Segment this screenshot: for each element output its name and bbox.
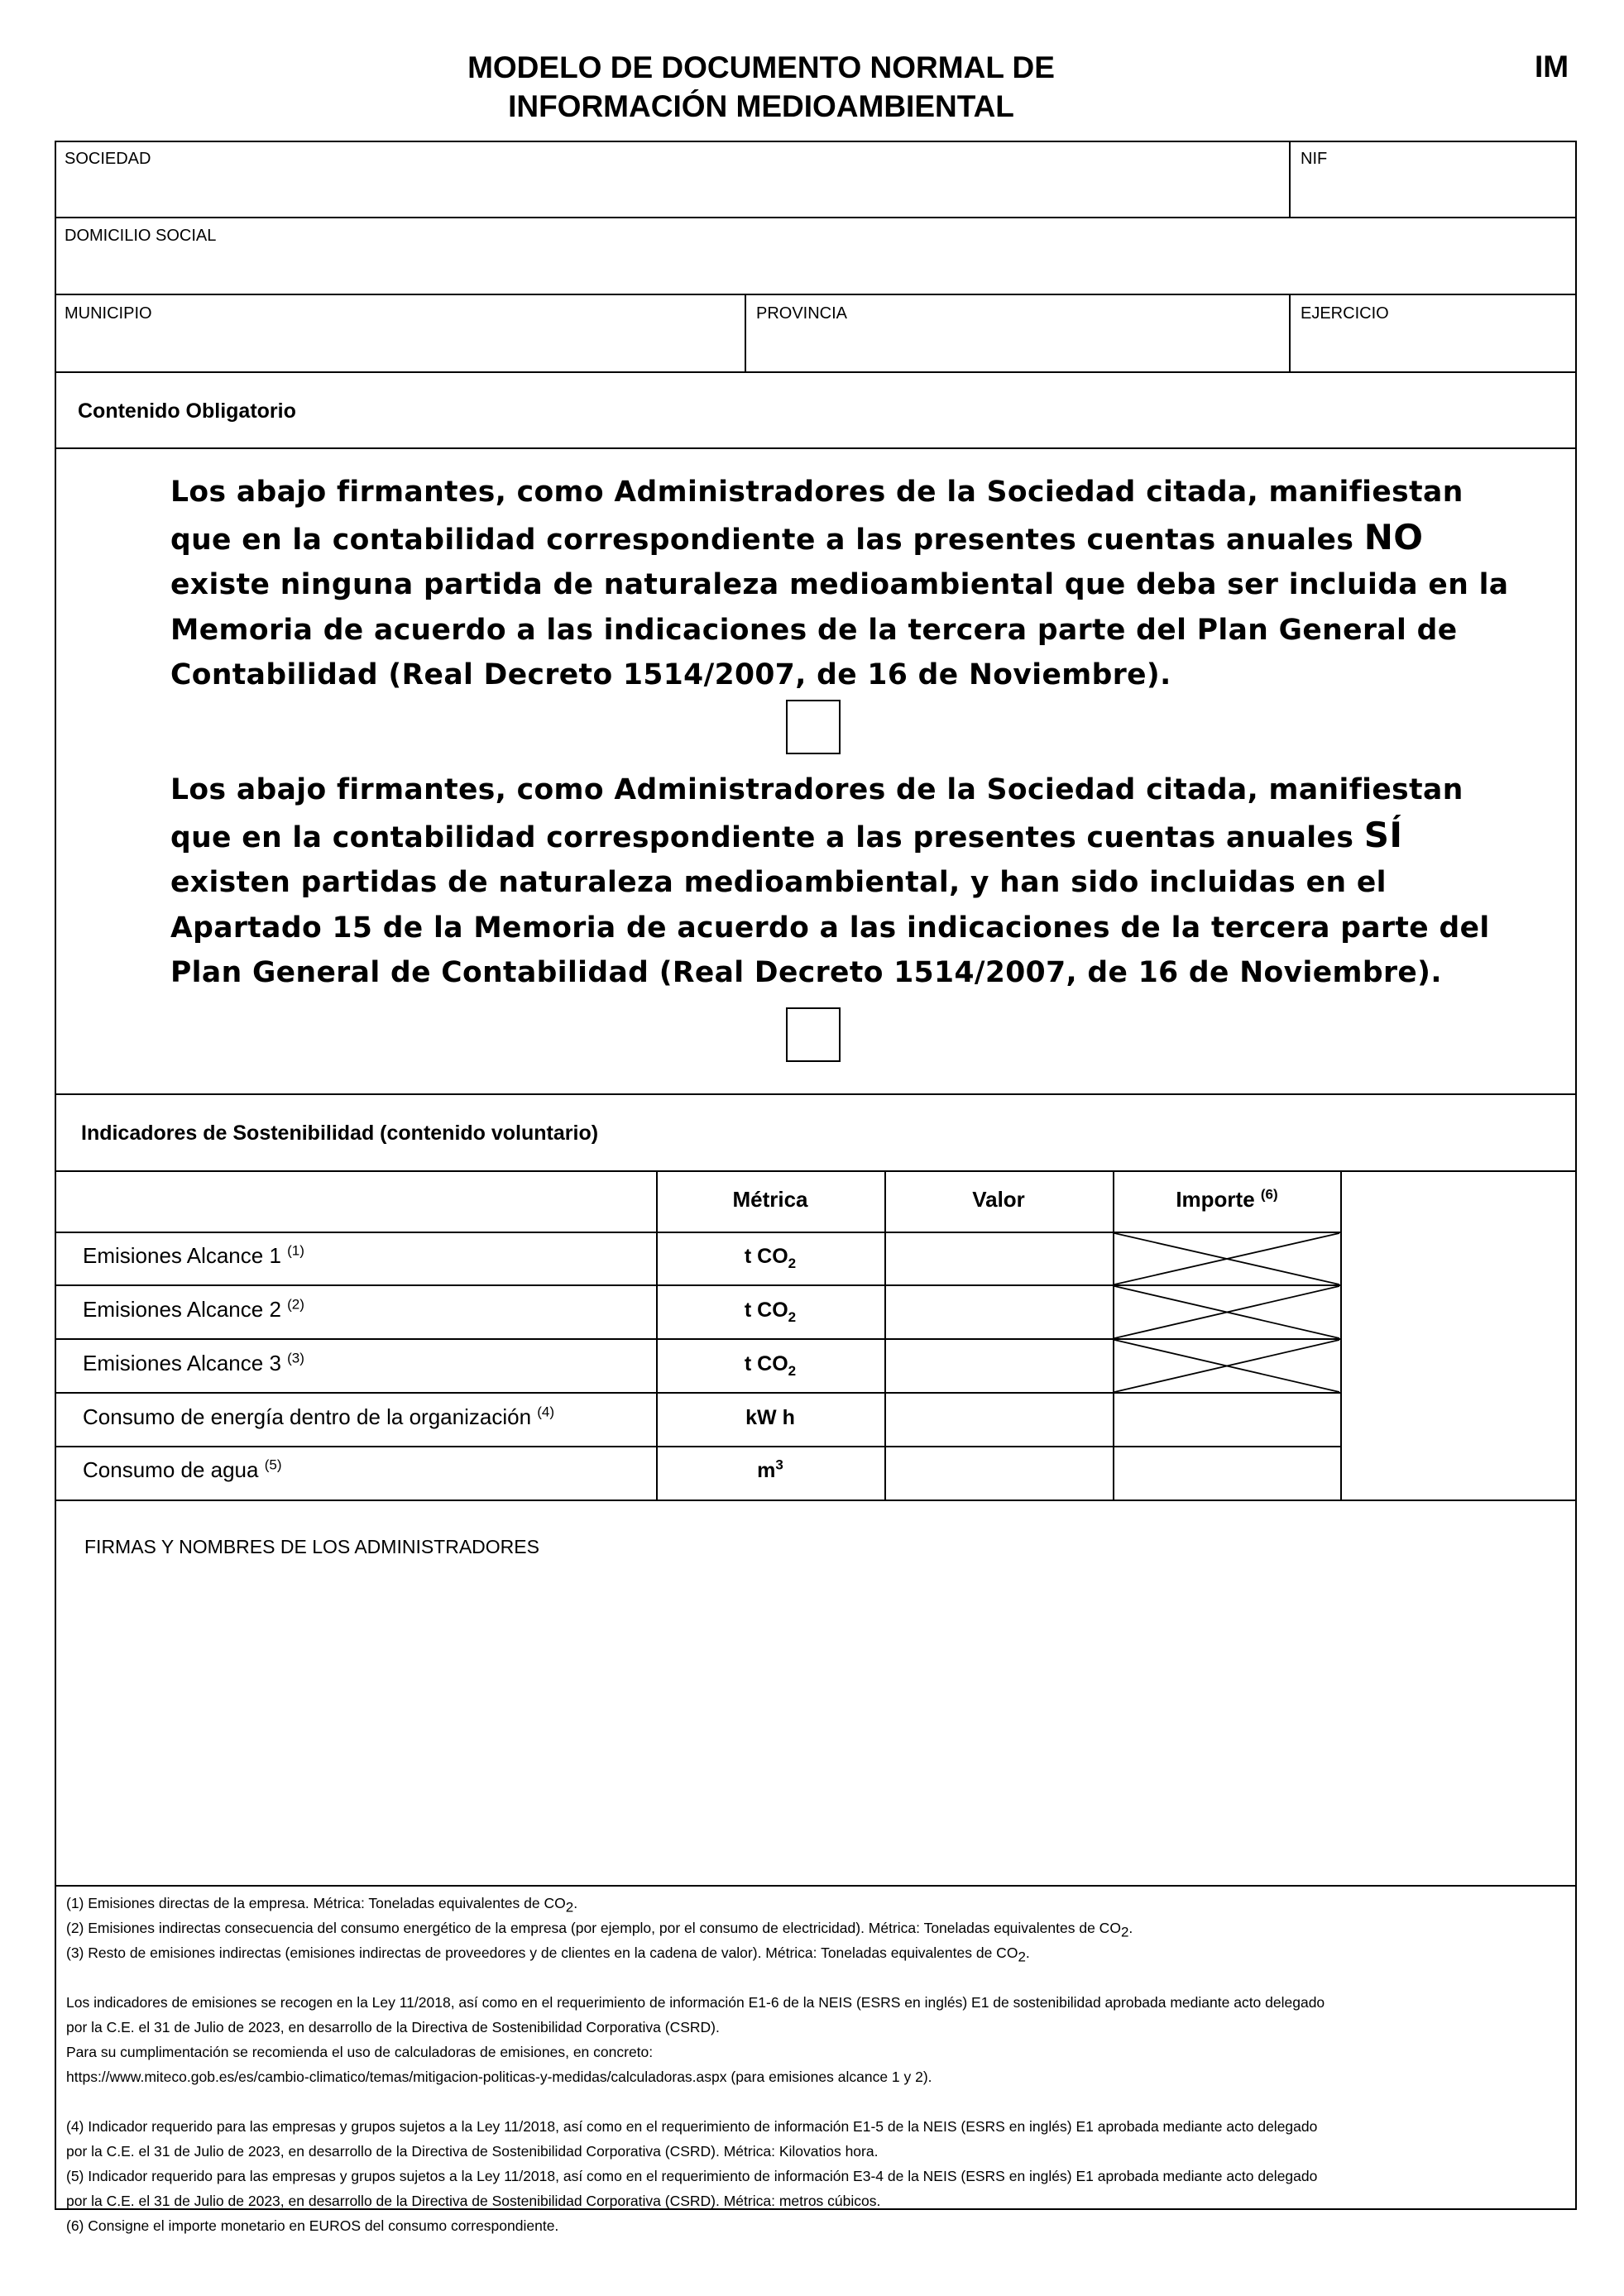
- footnote-text: (3) Resto de emisiones indirectas (emisiones indirectas de proveedores y de clientes en la cadena de valor). Métrica: Toneladas equivalentes de CO: [66, 1944, 1018, 1961]
- divider: [55, 1093, 1577, 1095]
- title-line-2: INFORMACIÓN MEDIOAMBIENTAL: [508, 89, 1014, 123]
- footnote-text: (2) Emisiones indirectas consecuencia del consumo energético de la empresa (por ejemplo, por el consumo de electricidad). Métrica: Toneladas equivalentes de CO: [66, 1920, 1121, 1936]
- unit-text: t CO: [744, 1352, 788, 1375]
- table-line: [1340, 1170, 1342, 1500]
- metric-unit: [658, 1352, 883, 1379]
- column-header-valor: Valor: [972, 1187, 1025, 1212]
- divider: [1289, 294, 1291, 371]
- field-label-ejercicio: EJERCICIO: [1301, 304, 1389, 323]
- domicilio-input[interactable]: [56, 251, 1574, 292]
- unit-subscript: 2: [788, 1256, 797, 1271]
- declaration-text: Los abajo firmantes, como Administradores de la Sociedad citada, manifiestan que en la contabilidad correspondiente a las presentes cuentas anuales: [170, 476, 1464, 557]
- unit-subscript: 2: [788, 1309, 797, 1325]
- footnote: por la C.E. el 31 de Julio de 2023, en desarrollo de la Directiva de Sostenibilidad Corporativa (CSRD).: [66, 2019, 720, 2035]
- cross-out-mark: [1114, 1233, 1339, 1284]
- valor-input[interactable]: [886, 1287, 1111, 1337]
- importe-input[interactable]: [1114, 1394, 1339, 1444]
- valor-input[interactable]: [886, 1341, 1111, 1390]
- indicator-name: Emisiones Alcance 1: [83, 1243, 281, 1268]
- footnote: (3) Resto de emisiones indirectas (emisiones indirectas de proveedores y de clientes en la cadena de valor). Métrica: Toneladas equivalentes de $CO_2$.: [66, 1944, 1030, 1965]
- divider: [745, 294, 746, 371]
- footnote-ref: (6): [1260, 1186, 1278, 1203]
- sustainability-heading: Indicadores de Sostenibilidad (contenido voluntario): [81, 1122, 599, 1145]
- row-label: [83, 1351, 304, 1376]
- declaration-keyword: SÍ: [1363, 814, 1403, 855]
- valor-input[interactable]: [886, 1233, 1111, 1283]
- footnote-subscript: 2: [1018, 1949, 1026, 1965]
- footnote-ref: (4): [537, 1404, 555, 1420]
- importe-label: Importe: [1176, 1187, 1255, 1212]
- row-label: [83, 1404, 554, 1430]
- metric-unit: [658, 1406, 883, 1430]
- indicator-name: Consumo de agua: [83, 1457, 259, 1482]
- provincia-input[interactable]: [748, 328, 1287, 370]
- footnote-subscript: 2: [565, 1899, 574, 1916]
- calculator-link[interactable]: https://www.miteco.gob.es/es/cambio-climatico/temas/mitigacion-politicas-y-medidas/calculadoras.aspx (para emisiones alcance 1 y 2).: [66, 2069, 932, 2085]
- signatures-label: FIRMAS Y NOMBRES DE LOS ADMINISTRADORES: [84, 1536, 539, 1557]
- declaration-text: Los abajo firmantes, como Administradores de la Sociedad citada, manifiestan que en la contabilidad correspondiente a las presentes cuentas anuales: [170, 773, 1464, 854]
- unit-text: kW h: [745, 1406, 795, 1429]
- divider: [1289, 141, 1291, 217]
- row-label: [83, 1457, 282, 1483]
- divider: [55, 217, 1577, 218]
- divider: [55, 1885, 1577, 1887]
- footnote-ref: (1): [287, 1242, 304, 1259]
- valor-input[interactable]: [886, 1448, 1111, 1498]
- divider: [55, 294, 1577, 295]
- footnote-ref: (2): [287, 1296, 304, 1313]
- indicator-name: Consumo de energía dentro de la organización: [83, 1404, 532, 1429]
- indicator-name: Emisiones Alcance 2: [83, 1297, 281, 1322]
- sociedad-input[interactable]: [56, 174, 1287, 215]
- metric-unit: [658, 1245, 883, 1269]
- footnote: (2) Emisiones indirectas consecuencia del consumo energético de la empresa (por ejemplo, por el consumo de electricidad). Métrica: Toneladas equivalentes de $CO_2$.: [66, 1920, 1133, 1940]
- footnote-ref: (3): [287, 1350, 304, 1366]
- divider: [55, 447, 1577, 449]
- footnote: (1) Emisiones directas de la empresa. Métrica: Toneladas equivalentes de $CO_2$.: [66, 1895, 578, 1916]
- field-label-nif: NIF: [1301, 150, 1328, 168]
- nif-input[interactable]: [1292, 174, 1574, 215]
- field-label-domicilio: DOMICILIO SOCIAL: [65, 227, 217, 245]
- footnote: por la C.E. el 31 de Julio de 2023, en desarrollo de la Directiva de Sostenibilidad Corporativa (CSRD). Métrica: metros cúbicos.: [66, 2193, 881, 2209]
- importe-input[interactable]: [1114, 1448, 1339, 1498]
- divider: [55, 1170, 1577, 1172]
- footnote: Para su cumplimentación se recomienda el uso de calculadoras de emisiones, en concreto:: [66, 2044, 654, 2060]
- footnote-text: (1) Emisiones directas de la empresa. Métrica: Toneladas equivalentes de CO: [66, 1895, 566, 1911]
- divider: [55, 371, 1577, 373]
- field-label-provincia: PROVINCIA: [756, 304, 848, 323]
- unit-text: m: [757, 1459, 776, 1482]
- footnote: (5) Indicador requerido para las empresas y grupos sujetos a la Ley 11/2018, así como en el requerimiento de información E3-4 de la NEIS (ESRS en inglés) E1 aprobada mediante acto delegado: [66, 2168, 1318, 2184]
- divider: [55, 1500, 1577, 1501]
- table-line: [55, 1446, 1342, 1447]
- signatures-area[interactable]: [56, 1571, 1574, 1882]
- footnote: (4) Indicador requerido para las empresas y grupos sujetos a la Ley 11/2018, así como en el requerimiento de información E1-5 de la NEIS (ESRS en inglés) E1 aprobada mediante acto delegado: [66, 2118, 1318, 2135]
- declaration-text: existe ninguna partida de naturaleza medioambiental que deba ser incluida en la Memoria de acuerdo a las indicaciones de la tercera parte del Plan General de Contabilidad (Real Decreto 1514/2007, de 16 de Noviembre).: [170, 568, 1509, 691]
- valor-input[interactable]: [886, 1394, 1111, 1444]
- row-label: [83, 1297, 304, 1323]
- no-declaration: [170, 470, 1519, 698]
- form-title: [347, 48, 1175, 126]
- metric-unit: [658, 1299, 883, 1323]
- table-line: [55, 1392, 1342, 1394]
- unit-subscript: 2: [788, 1363, 797, 1379]
- indicator-name: Emisiones Alcance 3: [83, 1351, 281, 1375]
- footnote-ref: (5): [264, 1457, 282, 1473]
- unit-text: t CO: [744, 1299, 788, 1322]
- cross-out-mark: [1114, 1340, 1339, 1392]
- footnote: (6) Consigne el importe monetario en EUROS del consumo correspondiente.: [66, 2217, 559, 2234]
- table-line: [656, 1170, 658, 1500]
- column-header-importe: [1114, 1187, 1339, 1213]
- declaration-text: existen partidas de naturaleza medioambiental, y han sido incluidas en el Apartado 15 de la Memoria de acuerdo a las indicaciones de la tercera parte del Plan General de Contabilidad (Real Decreto 1514/2007, de 16 de Noviembre).: [170, 866, 1490, 989]
- footnote-subscript: 2: [1120, 1924, 1129, 1940]
- yes-declaration: [170, 768, 1519, 996]
- municipio-input[interactable]: [56, 328, 743, 370]
- footnote: por la C.E. el 31 de Julio de 2023, en desarrollo de la Directiva de Sostenibilidad Corporativa (CSRD). Métrica: Kilovatios hora.: [66, 2143, 879, 2160]
- cross-out-mark: [1114, 1286, 1339, 1338]
- declaration-keyword: NO: [1363, 516, 1424, 557]
- form-code: IM: [1535, 50, 1569, 84]
- field-label-sociedad: SOCIEDAD: [65, 150, 151, 168]
- footnote: Los indicadores de emisiones se recogen en la Ley 11/2018, así como en el requerimiento de información E1-6 de la NEIS (ESRS en inglés) E1 de sostenibilidad aprobada mediante acto delegado: [66, 1994, 1325, 2011]
- column-header-metrica: Métrica: [732, 1187, 808, 1212]
- metric-unit: [658, 1459, 883, 1483]
- footnotes: [66, 1891, 1555, 2238]
- unit-text: t CO: [744, 1245, 788, 1268]
- field-label-municipio: MUNICIPIO: [65, 304, 152, 323]
- ejercicio-input[interactable]: [1292, 328, 1574, 370]
- title-line-1: MODELO DE DOCUMENTO NORMAL DE: [467, 50, 1055, 84]
- row-label: [83, 1243, 304, 1269]
- unit-superscript: 3: [775, 1457, 783, 1473]
- mandatory-heading: Contenido Obligatorio: [78, 399, 296, 423]
- no-checkbox[interactable]: [786, 700, 841, 754]
- yes-checkbox[interactable]: [786, 1007, 841, 1062]
